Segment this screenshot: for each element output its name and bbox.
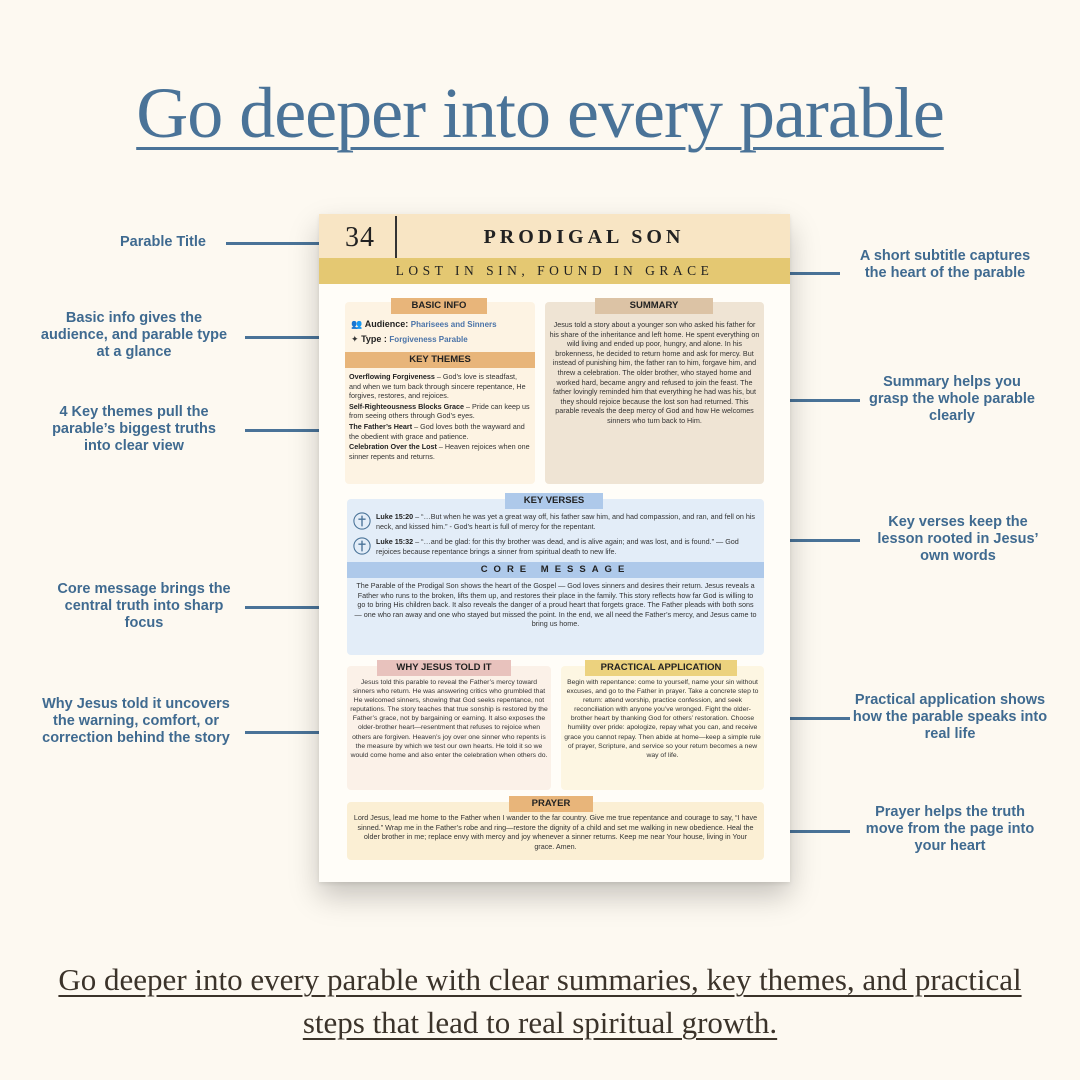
- audience-label: Audience:: [364, 319, 409, 329]
- parable-number: 34: [345, 222, 375, 253]
- bottom-caption: Go deeper into every parable with clear summaries, key themes, and practical steps that lead to real spiritual growth.: [58, 962, 1022, 1040]
- type-value: Forgiveness Parable: [389, 335, 468, 344]
- prayer-heading: PRAYER: [509, 796, 593, 812]
- practical-text: Begin with repentance: come to yourself, name your sin without excuses, and go to the Father in prayer. Take a concrete step to return: attend worship, practice confession, and seek reconciliation with anyone you’ve wronged. Fight the older-brother heart by thanking God for others’ restoration. Choose humility over pride: apologize, repay what you can, and receive grace you cannot repay. Then abide at home—keep a simple rule of prayer, Scripture, and service so your return becomes a new way of life.: [564, 679, 761, 759]
- verse-item: [353, 537, 758, 556]
- key-verses-panel: [347, 495, 764, 655]
- basic-info-panel: [345, 302, 535, 484]
- verse-ref: Luke 15:20: [376, 512, 414, 521]
- parable-sheet: [319, 214, 790, 882]
- core-message-heading: CORE MESSAGE: [347, 562, 764, 578]
- verse-body: – “…and be glad: for this thy brother was dead, and is alive again; and was lost, and is found.” — God rejoices because repentance brings a sinner from spiritual death to new life.: [376, 537, 739, 556]
- why-told-text: Jesus told this parable to reveal the Father’s mercy toward sinners who return. He was answering critics who grumbled that He welcomed sinners, showing that God seeks repentance, not reputations. The story teaches that true sonship is restored by the Father’s grace, not by bargaining or earning. It also exposes the older-brother heart—resentment that refuses to rejoice when others are forgiven. Heaven’s joy over one sinner who repents is the measure by which we test our own hearts. He told it so we would come home and also enter the celebration when others do.: [350, 679, 548, 759]
- key-theme-title: Celebration Over the Lost: [349, 442, 437, 452]
- verse-text: [376, 537, 758, 556]
- scripture-icon: [353, 512, 371, 530]
- summary-heading: SUMMARY: [595, 298, 713, 314]
- prayer-text: Lord Jesus, lead me home to the Father when I wander to the far country. Give me true repentance and courage to say, “I have sinned.” Wrap me in the Father’s robe and ring—restore the dignity of a child and set me walking in new obedience. Heal the older brother in me; replace envy with mercy and joy whenever a sinner returns. Keep me near Your house, living in Your grace. Amen.: [353, 813, 758, 851]
- key-themes-list: [349, 372, 531, 462]
- key-theme-text: – God’s love is steadfast, and when we turn back through sincere repentance, He forgives, restores, and rejoices.: [349, 372, 526, 401]
- key-theme-item: [349, 372, 531, 401]
- key-themes-heading: KEY THEMES: [345, 352, 535, 368]
- key-theme-text: – Pride can keep us from seeing others through God’s eyes.: [349, 401, 530, 421]
- verse-ref: Luke 15:32: [376, 537, 414, 546]
- prayer-panel: [347, 798, 764, 860]
- basic-info-heading: BASIC INFO: [391, 298, 487, 314]
- parable-title: PRODIGAL SON: [483, 226, 685, 248]
- callout-basic-info: Basic info gives the audience, and parable type at a glance: [40, 310, 228, 360]
- callout-subtitle: A short subtitle captures the heart of the parable: [859, 248, 1031, 281]
- key-theme-text: – God loves both the wayward and the obedient with grace and patience.: [349, 421, 525, 441]
- title-bar: [319, 214, 790, 258]
- sparkle-icon: ✦: [351, 334, 359, 344]
- parable-subtitle: LOST IN SIN, FOUND IN GRACE: [395, 263, 714, 278]
- key-theme-item: [349, 442, 531, 461]
- why-told-heading: WHY JESUS TOLD IT: [377, 660, 511, 676]
- callout-parable-title: Parable Title: [120, 234, 206, 250]
- verse-item: [353, 512, 758, 531]
- key-theme-item: [349, 402, 531, 421]
- callout-core-message: Core message brings the central truth into sharp focus: [57, 581, 231, 631]
- title-divider: [395, 216, 397, 258]
- audience-row: [351, 319, 497, 330]
- type-row: [351, 334, 468, 345]
- audience-value: Pharisees and Sinners: [410, 320, 497, 329]
- key-verses-heading: KEY VERSES: [505, 493, 603, 509]
- callout-why-told: Why Jesus told it uncovers the warning, comfort, or correction behind the story: [42, 696, 230, 746]
- summary-panel: [545, 302, 764, 484]
- verse-body: – “…But when he was yet a great way off, his father saw him, and had compassion, and ran, and fell on his neck, and kissed him.” - God’s heart is full of mercy for the repentant.: [376, 512, 756, 531]
- headline: Go deeper into every parable: [136, 73, 944, 153]
- core-message-text: The Parable of the Prodigal Son shows the heart of the Gospel — God loves sinners and desires their return. Jesus reveals a Father who runs to the broken, lifts them up, and restores their place in the family. This story reflects how far God is willing to go to bring His children back. It also reveals the danger of a proud heart that forgets grace. The Father pleads with both sons — one who ran away and one who stayed but missed the point. In the end, we all need the Father’s mercy, and Jesus came to bring us home.: [354, 581, 757, 629]
- practical-heading: PRACTICAL APPLICATION: [585, 660, 737, 676]
- key-theme-title: Self-Righteousness Blocks Grace: [349, 401, 465, 411]
- key-theme-item: [349, 422, 531, 441]
- callout-key-themes: 4 Key themes pull the parable’s biggest truths into clear view: [52, 404, 216, 454]
- key-theme-title: Overflowing Forgiveness: [349, 372, 435, 381]
- scripture-icon: [353, 537, 371, 555]
- connector-line: [226, 242, 319, 245]
- callout-prayer: Prayer helps the truth move from the page into your heart: [865, 804, 1035, 854]
- callout-summary: Summary helps you grasp the whole parable clearly: [869, 374, 1035, 424]
- callout-key-verses: Key verses keep the lesson rooted in Jesus’ own words: [877, 514, 1039, 564]
- summary-text: Jesus told a story about a younger son who asked his father for his share of the inheritance and left home. He spent everything on wild living and ended up poor, hungry, and alone. In his brokenness, he decided to return home and ask for mercy. But instead of punishing him, the father ran to him, forgave him, and threw a celebration. The older brother, who stayed home and worked hard, became angry and refused to join the feast. The father lovingly reminded him that everything he had was his, but they should rejoice because the lost son had returned. This parable reveals the deep mercy of God and how He welcomes sinners who turn back to Him.: [549, 320, 760, 425]
- practical-panel: [561, 662, 764, 790]
- key-theme-text: – Heaven rejoices when one sinner repents and returns.: [349, 442, 530, 461]
- type-label: Type :: [361, 334, 387, 344]
- callout-practical: Practical application shows how the parable speaks into real life: [852, 692, 1048, 742]
- connector-line: [790, 272, 840, 275]
- subtitle-bar: [319, 258, 790, 284]
- why-told-panel: [347, 662, 551, 790]
- verse-text: [376, 512, 758, 531]
- people-icon: 👥: [351, 319, 363, 329]
- key-theme-title: The Father’s Heart: [349, 421, 413, 431]
